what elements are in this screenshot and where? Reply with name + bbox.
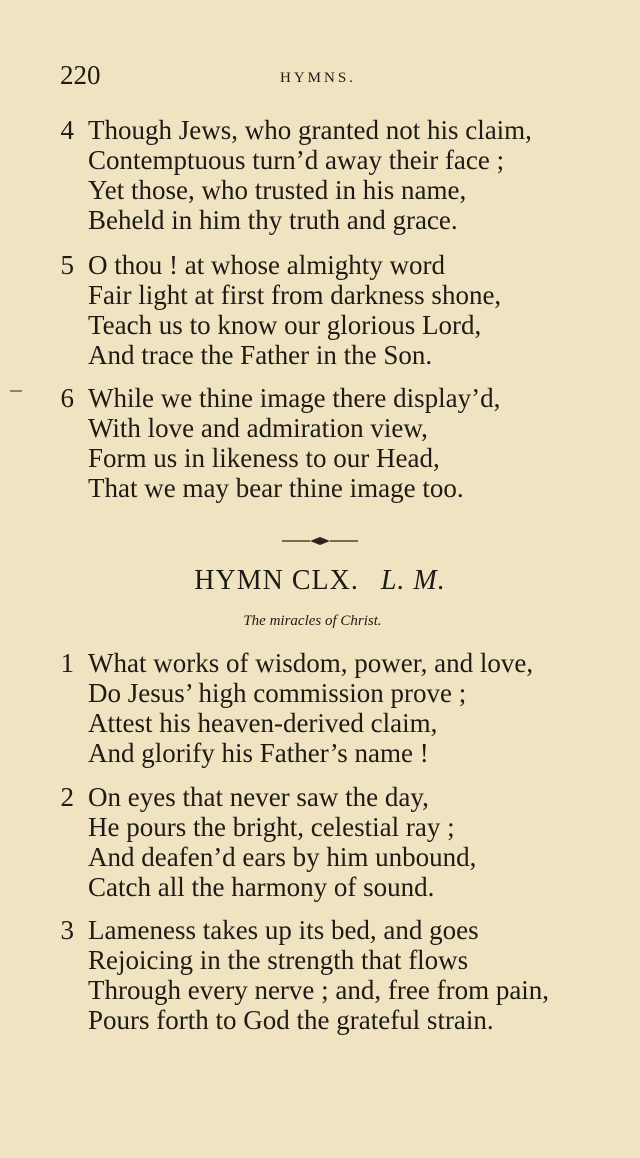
verse-line: Attest his heaven-derived claim, — [88, 708, 438, 738]
verse-line: Through every nerve ; and, free from pain, — [88, 975, 550, 1005]
verse-line: He pours the bright, celestial ray ; — [88, 812, 455, 842]
verse-line: While we thine image there display’d, — [88, 383, 501, 413]
hymn-meter: L. M. — [380, 565, 446, 596]
stanza-number: 4 — [60, 115, 74, 145]
verse-line: O thou ! at whose almighty word — [88, 250, 445, 280]
verse-line: Catch all the harmony of sound. — [88, 872, 435, 902]
hymn-title — [0, 565, 640, 597]
margin-mark — [10, 390, 22, 392]
stanza-number: 5 — [60, 250, 74, 280]
verse-line: And deafen’d ears by him unbound, — [88, 842, 477, 872]
page-number: 220 — [60, 60, 101, 90]
verse-line: Lameness takes up its bed, and goes — [88, 915, 479, 945]
verse-line: Beheld in him thy truth and grace. — [88, 205, 458, 235]
verse-line: With love and admiration view, — [88, 413, 428, 443]
verse-line: What works of wisdom, power, and love, — [88, 648, 534, 678]
verse-line: Pours forth to God the grateful strain. — [88, 1005, 494, 1035]
running-head — [60, 60, 580, 96]
verse-line: Form us in likeness to our Head, — [88, 443, 440, 473]
verse-line: Though Jews, who granted not his claim, — [88, 115, 532, 145]
verse-line: And glorify his Father’s name ! — [88, 738, 429, 768]
hymn-number: HYMN CLX. — [194, 565, 359, 596]
verse-line: Yet those, who trusted in his name, — [88, 175, 467, 205]
verse-line: Fair light at first from darkness shone, — [88, 280, 502, 310]
stanza-number: 2 — [60, 782, 74, 812]
verse-line: On eyes that never saw the day, — [88, 782, 429, 812]
running-head-title: HYMNS. — [280, 70, 356, 86]
verse-line: Contemptuous turn’d away their face ; — [88, 145, 505, 175]
verse-line: Do Jesus’ high commission prove ; — [88, 678, 467, 708]
stanza-number: 1 — [60, 648, 74, 678]
hymn-subtitle: The miracles of Christ. — [243, 613, 382, 629]
verse-line: Teach us to know our glorious Lord, — [88, 310, 482, 340]
ornament-divider — [280, 535, 360, 547]
verse-line: And trace the Father in the Son. — [88, 340, 433, 370]
stanza-number: 3 — [60, 915, 74, 945]
verse-line: Rejoicing in the strength that flows — [88, 945, 469, 975]
verse-line: That we may bear thine image too. — [88, 473, 464, 503]
stanza-number: 6 — [60, 383, 74, 413]
